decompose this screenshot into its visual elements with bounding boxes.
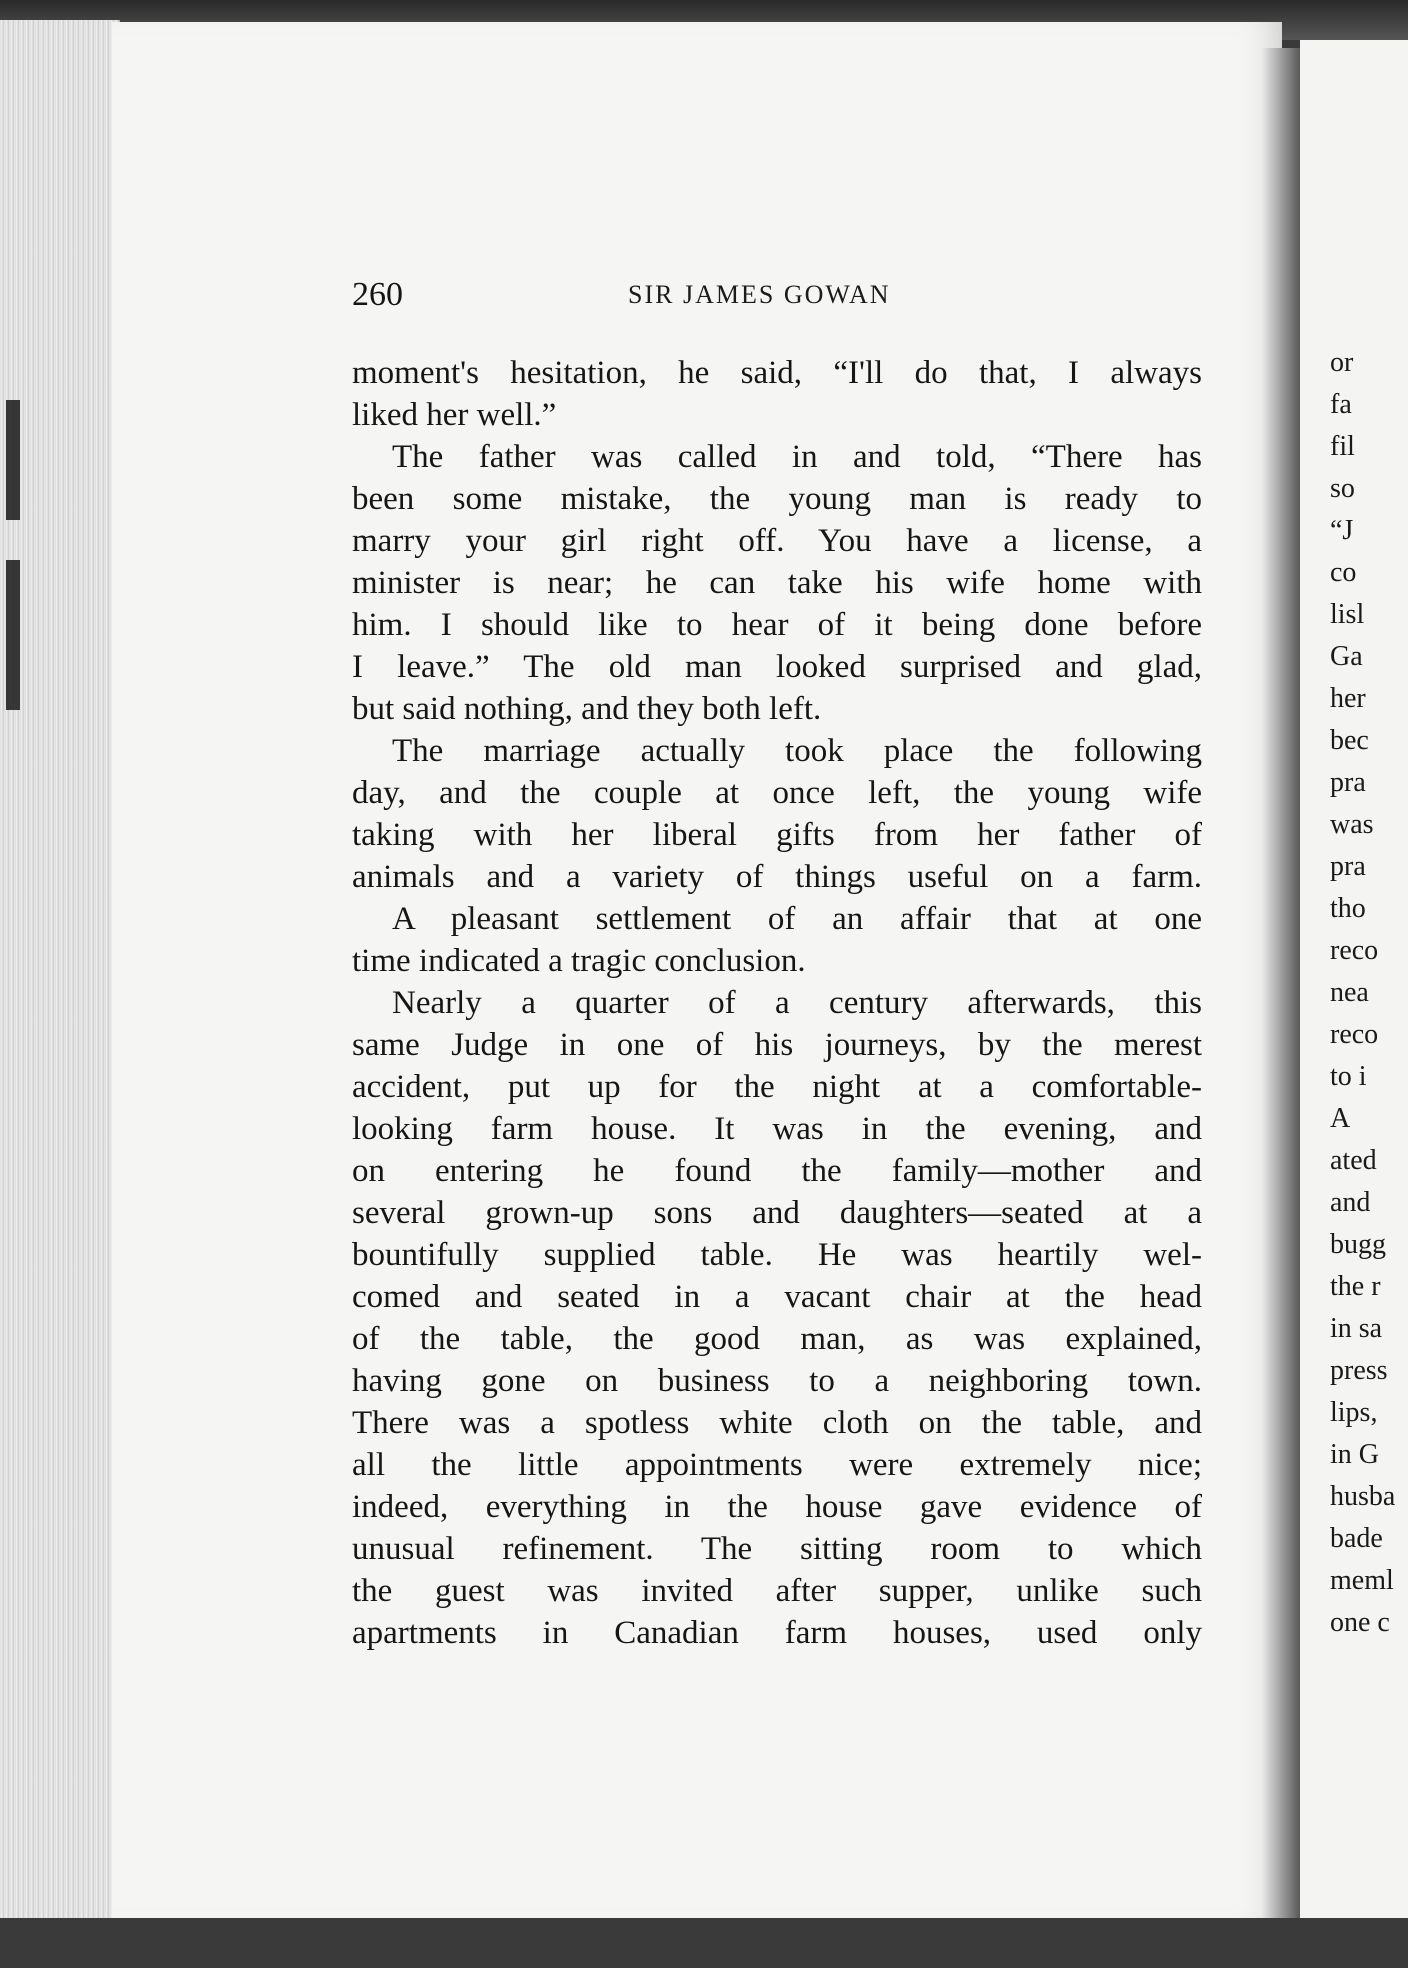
text-line: taking with her liberal gifts from her father of — [352, 817, 1202, 853]
spine-marking — [0, 380, 30, 720]
text-line: I leave.” The old man looked surprised and glad, — [352, 649, 1202, 685]
facing-line: “J — [1330, 515, 1354, 546]
text-line: bountifully supplied table. He was heartily wel- — [352, 1237, 1202, 1273]
text-line: comed and seated in a vacant chair at the head — [352, 1279, 1202, 1315]
text-line: having gone on business to a neighboring town. — [352, 1363, 1202, 1399]
text-line: accident, put up for the night at a comfortable- — [352, 1069, 1202, 1105]
text-line: Nearly a quarter of a century afterwards, this — [392, 985, 1202, 1021]
text-line: indeed, everything in the house gave evidence of — [352, 1489, 1202, 1525]
facing-line: ated — [1330, 1145, 1377, 1176]
facing-line: husba — [1330, 1481, 1396, 1512]
text-line: minister is near; he can take his wife home with — [352, 565, 1202, 601]
scan-bottom-border — [0, 1918, 1408, 1968]
text-line: but said nothing, and they both left. — [352, 691, 822, 727]
text-line: The marriage actually took place the following — [392, 733, 1202, 769]
text-line: on entering he found the family—mother and — [352, 1153, 1202, 1189]
facing-line: in sa — [1330, 1313, 1383, 1344]
facing-line: bugg — [1330, 1229, 1386, 1260]
facing-line: to i — [1330, 1061, 1367, 1092]
facing-line: so — [1330, 473, 1355, 504]
page-number: 260 — [352, 276, 403, 313]
text-line: moment's hesitation, he said, “I'll do that, I always — [352, 355, 1202, 391]
page-header — [352, 276, 1252, 326]
facing-line: meml — [1330, 1565, 1394, 1596]
text-line: liked her well.” — [352, 397, 557, 433]
facing-line: nea — [1330, 977, 1369, 1008]
text-line: marry your girl right off. You have a license, a — [352, 523, 1202, 559]
facing-line: Ga — [1330, 641, 1363, 672]
text-line: all the little appointments were extremely nice; — [352, 1447, 1202, 1483]
text-line: A pleasant settlement of an affair that at one — [392, 901, 1202, 937]
text-line: same Judge in one of his journeys, by the merest — [352, 1027, 1202, 1063]
facing-page-text — [1330, 342, 1408, 1644]
facing-line: press — [1330, 1355, 1388, 1386]
text-line: the guest was invited after supper, unlike such — [352, 1573, 1202, 1609]
facing-line: lips, — [1330, 1397, 1378, 1428]
facing-line: reco — [1330, 1019, 1379, 1050]
facing-line: the r — [1330, 1271, 1381, 1302]
text-line: day, and the couple at once left, the young wife — [352, 775, 1202, 811]
text-line: The father was called in and told, “There has — [392, 439, 1202, 475]
text-line: looking farm house. It was in the evening, and — [352, 1111, 1202, 1147]
body-text — [352, 352, 1202, 1654]
text-line: time indicated a tragic conclusion. — [352, 943, 806, 979]
book-page-edges — [0, 20, 120, 1930]
facing-line: her — [1330, 683, 1366, 714]
text-line: animals and a variety of things useful on a farm. — [352, 859, 1202, 895]
facing-line: tho — [1330, 893, 1366, 924]
facing-line: A — [1330, 1103, 1351, 1134]
text-line: of the table, the good man, as was explained, — [352, 1321, 1202, 1357]
facing-line: one c — [1330, 1607, 1390, 1638]
facing-line: in G — [1330, 1439, 1379, 1470]
facing-line: lisl — [1330, 599, 1365, 630]
facing-line: co — [1330, 557, 1357, 588]
facing-line: fil — [1330, 431, 1355, 462]
facing-line: reco — [1330, 935, 1379, 966]
facing-line: fa — [1330, 389, 1352, 420]
facing-line: was — [1330, 809, 1374, 840]
text-line: apartments in Canadian farm houses, used only — [352, 1615, 1202, 1651]
text-line: several grown-up sons and daughters—seated at a — [352, 1195, 1202, 1231]
facing-line: bade — [1330, 1523, 1383, 1554]
text-line: him. I should like to hear of it being done before — [352, 607, 1202, 643]
facing-line: or — [1330, 347, 1354, 378]
text-line: There was a spotless white cloth on the table, and — [352, 1405, 1202, 1441]
facing-line: pra — [1330, 767, 1366, 798]
text-line: been some mistake, the young man is ready to — [352, 481, 1202, 517]
running-title: SIR JAMES GOWAN — [628, 280, 891, 309]
facing-line: pra — [1330, 851, 1366, 882]
facing-line: and — [1330, 1187, 1371, 1218]
facing-line: bec — [1330, 725, 1369, 756]
text-line: unusual refinement. The sitting room to which — [352, 1531, 1202, 1567]
